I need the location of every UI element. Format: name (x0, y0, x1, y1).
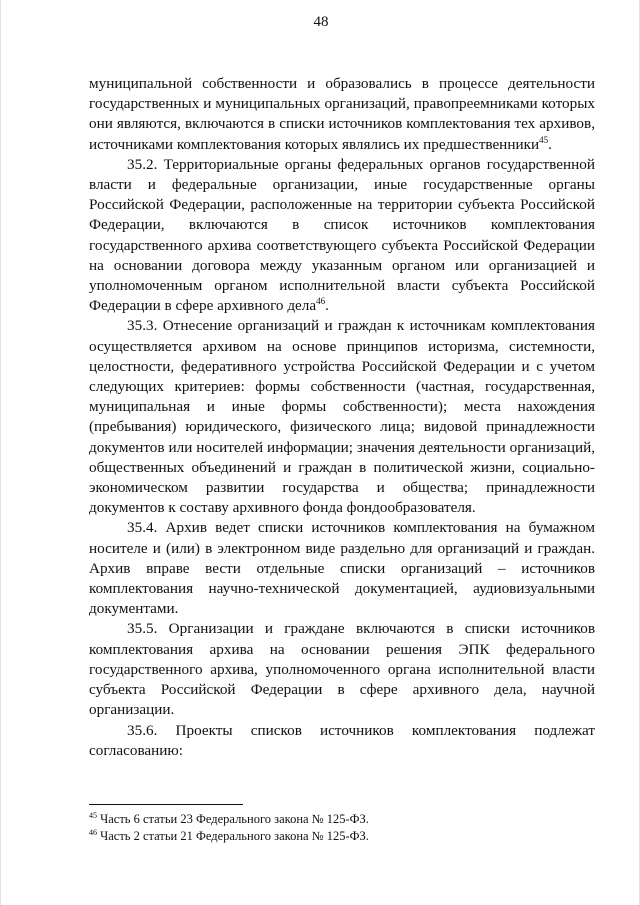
page-number: 48 (313, 14, 329, 30)
footnote-divider (89, 804, 243, 805)
paragraph-tail: . (548, 135, 552, 153)
footnote-text: Часть 6 статьи 23 Федерального закона № 125-ФЗ. (100, 812, 369, 826)
paragraph-continuation (89, 74, 595, 155)
paragraph-35-4: 35.4. Архив ведет списки источников комплектования на бумажном носителе и (или) в электронном виде раздельно для организаций и граждан. Архив вправе вести отдельные списки организаций – источников комплектования научно-технической документацией, аудиовизуальными документами. (89, 519, 595, 618)
footnote-45 (89, 811, 595, 828)
paragraph-35-5: 35.5. Организации и граждане включаются в списки источников комплектования архива на основании решения ЭПК федерального государственного архива, уполномоченного органа исполнительной власти субъекта Российской Федерации в сфере архивного дела, научной организации. (89, 620, 595, 719)
footnotes (89, 804, 595, 845)
footnote-46 (89, 828, 595, 845)
paragraph-35-3: 35.3. Отнесение организаций и граждан к источникам комплектования осуществляется архивом на основе принципов историзма, системности, целостности, федеративного устройства Российской Федерации и с учетом следующих критериев: формы собственности (частная, государственная, муниципальная и иные формы собственности); места нахождения (пребывания) юридического, физического лица; видовой принадлежности документов или носителей информации; значения деятельности организаций, общественных объединений и граждан в политической жизни, социально-экономическом развитии государства и общества; принадлежности документов к составу архивного фонда фондообразователя. (89, 317, 595, 517)
paragraph-text: 35.2. Территориальные органы федеральных органов государственной власти и федеральные организации, иные государственные органы Российской Федерации, расположенные на территории субъекта Российской Федерации, включаются в список источников комплектования государственного архива соответствующего субъекта Российской Федерации на основании договора между указанным органом или организацией и уполномоченным органом исполнительной власти субъекта Российской Федерации в сфере архивного дела (89, 155, 595, 315)
paragraph-35-6: 35.6. Проекты списков источников комплектования подлежат согласованию: (89, 721, 595, 759)
footnote-number: 45 (89, 811, 97, 820)
footnote-ref-45: 45 (539, 134, 549, 145)
paragraph-text: муниципальной собственности и образовались в процессе деятельности государственных и муниципальных организаций, правопреемниками которых они являются, включаются в списки источников комплектования тех архивов, источниками комплектования которых являлись их предшественники (89, 75, 595, 153)
paragraph-tail: . (325, 297, 329, 315)
paragraph-35-2 (89, 155, 595, 317)
body-text (89, 74, 595, 761)
footnote-number: 46 (89, 828, 97, 837)
footnote-ref-46: 46 (316, 296, 326, 307)
footnote-text: Часть 2 статьи 21 Федерального закона № 125-ФЗ. (100, 829, 369, 843)
